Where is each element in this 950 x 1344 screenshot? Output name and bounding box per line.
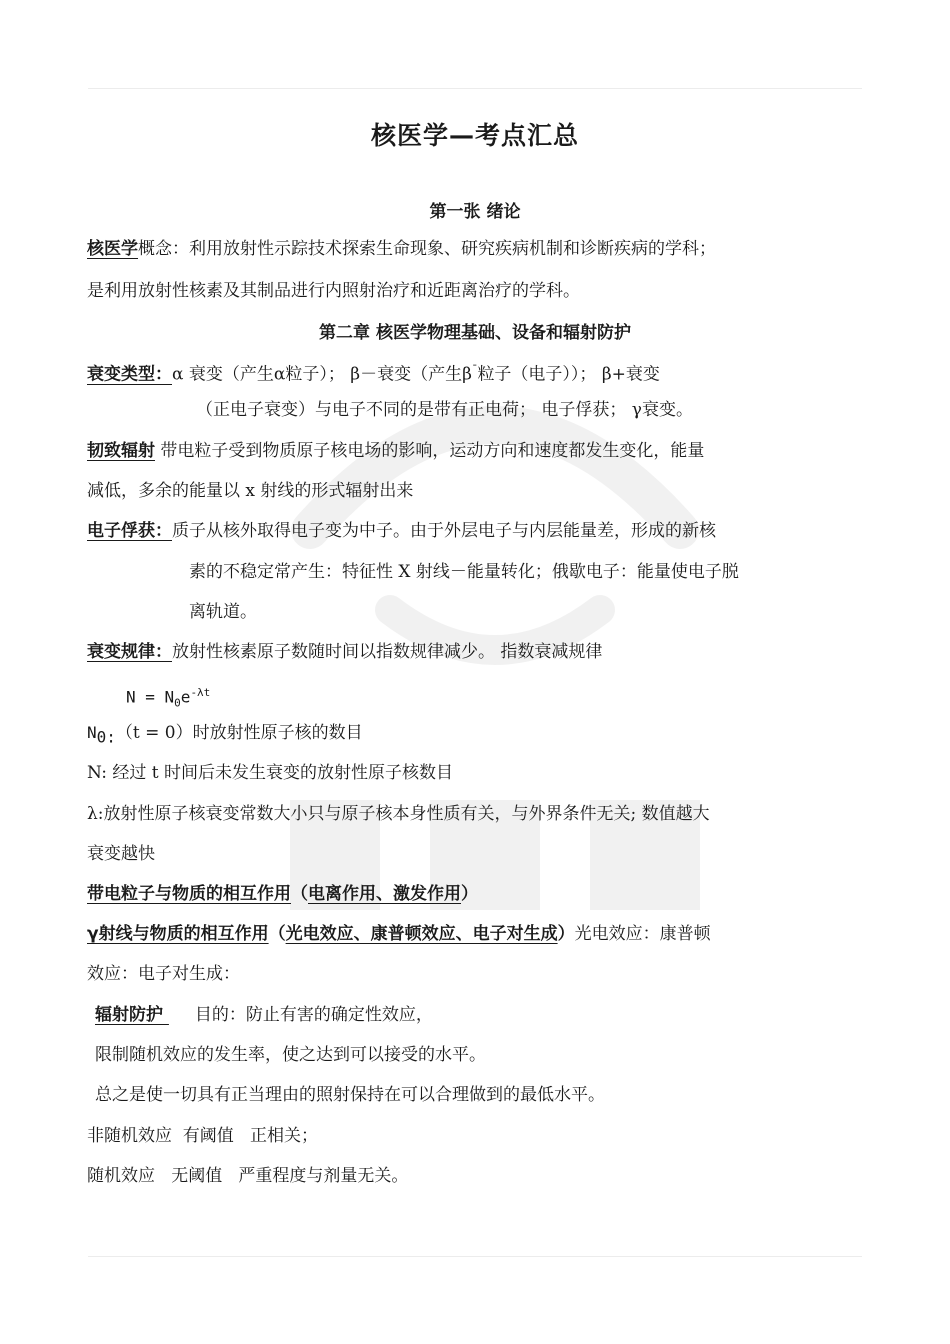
top-rule bbox=[88, 88, 862, 89]
radiation-protection-line2: 限制随机效应的发生率，使之达到可以接受的水平。 bbox=[95, 1045, 486, 1065]
charged-particle-interaction: 带电粒子与物质的相互作用（电离作用、激发作用） bbox=[87, 884, 478, 904]
bremsstrahlung-line2: 减低，多余的能量以 x 射线的形式辐射出来 bbox=[87, 481, 414, 501]
gamma-interaction-line1: γ射线与物质的相互作用（光电效应、康普顿效应、电子对生成）光电效应：康普顿 bbox=[87, 924, 711, 944]
decay-law-term: 衰变规律： bbox=[87, 642, 172, 662]
decay-types-line1: 衰变类型：α 衰变（产生α粒子）； β－衰变（产生β¯粒子（电子））； β+衰变 bbox=[87, 363, 660, 385]
radiation-protection-line3: 总之是使一切具有正当理由的照射保持在可以合理做到的最低水平。 bbox=[95, 1085, 605, 1105]
electron-capture-line1: 电子俘获：质子从核外取得电子变为中子。由于外层电子与内层能量差，形成的新核 bbox=[87, 521, 716, 541]
lambda-definition-line2: 衰变越快 bbox=[87, 844, 155, 864]
bremsstrahlung-term: 韧致辐射 bbox=[87, 441, 155, 461]
random-effect-line: 随机效应 无阈值 严重程度与剂量无关。 bbox=[87, 1166, 409, 1186]
decay-types-term: 衰变类型： bbox=[87, 364, 172, 385]
bottom-rule bbox=[88, 1256, 862, 1257]
n0-definition: $N_{0:}(t = 0)$时放射性原子核的数目 bbox=[87, 723, 363, 747]
charged-particle-term: 带电粒子与物质的相互作用 bbox=[87, 884, 291, 904]
gamma-interaction-term: γ射线与物质的相互作用 bbox=[87, 924, 269, 944]
nuclear-medicine-term: 核医学 bbox=[87, 239, 138, 259]
electron-capture-line3: 离轨道。 bbox=[189, 602, 257, 622]
radiation-protection-line1: 辐射防护 目的：防止有害的确定性效应， bbox=[95, 1005, 433, 1025]
nuclear-medicine-definition-line1: 核医学概念：利用放射性示踪技术探索生命现象、研究疾病机制和诊断疾病的学科； bbox=[87, 239, 716, 259]
chapter-1-heading: 第一张 绪论 bbox=[429, 202, 521, 222]
decay-types-line2: （正电子衰变）与电子不同的是带有正电荷； 电子俘获； γ衰变。 bbox=[196, 400, 693, 420]
chapter-2-heading: 第二章 核医学物理基础、设备和辐射防护 bbox=[319, 323, 631, 343]
radiation-protection-term: 辐射防护 bbox=[95, 1005, 169, 1025]
gamma-interaction-line2: 效应：电子对生成： bbox=[87, 964, 240, 984]
nonrandom-effect-line: 非随机效应 有阈值 正相关； bbox=[87, 1126, 319, 1146]
bremsstrahlung-line1: 韧致辐射 带电粒子受到物质原子核电场的影响，运动方向和速度都发生变化，能量 bbox=[87, 441, 705, 461]
page-title: 核医学—考点汇总 bbox=[370, 121, 579, 150]
decay-formula: $N = N_0e^{-\lambda t}$ bbox=[126, 686, 211, 710]
electron-capture-line2: 素的不稳定常产生：特征性 X 射线－能量转化；俄歇电子：能量使电子脱 bbox=[189, 562, 739, 582]
decay-law-line1: 衰变规律：放射性核素原子数随时间以指数规律减少。 指数衰减规律 bbox=[87, 642, 603, 662]
nuclear-medicine-definition-line2: 是利用放射性核素及其制品进行内照射治疗和近距离治疗的学科。 bbox=[87, 281, 580, 301]
electron-capture-term: 电子俘获： bbox=[87, 521, 172, 541]
n-definition: N: 经过 t 时间后未发生衰变的放射性原子核数目 bbox=[87, 763, 454, 783]
lambda-definition-line1: λ:放射性原子核衰变常数大小只与原子核本身性质有关，与外界条件无关; 数值越大 bbox=[87, 804, 710, 824]
